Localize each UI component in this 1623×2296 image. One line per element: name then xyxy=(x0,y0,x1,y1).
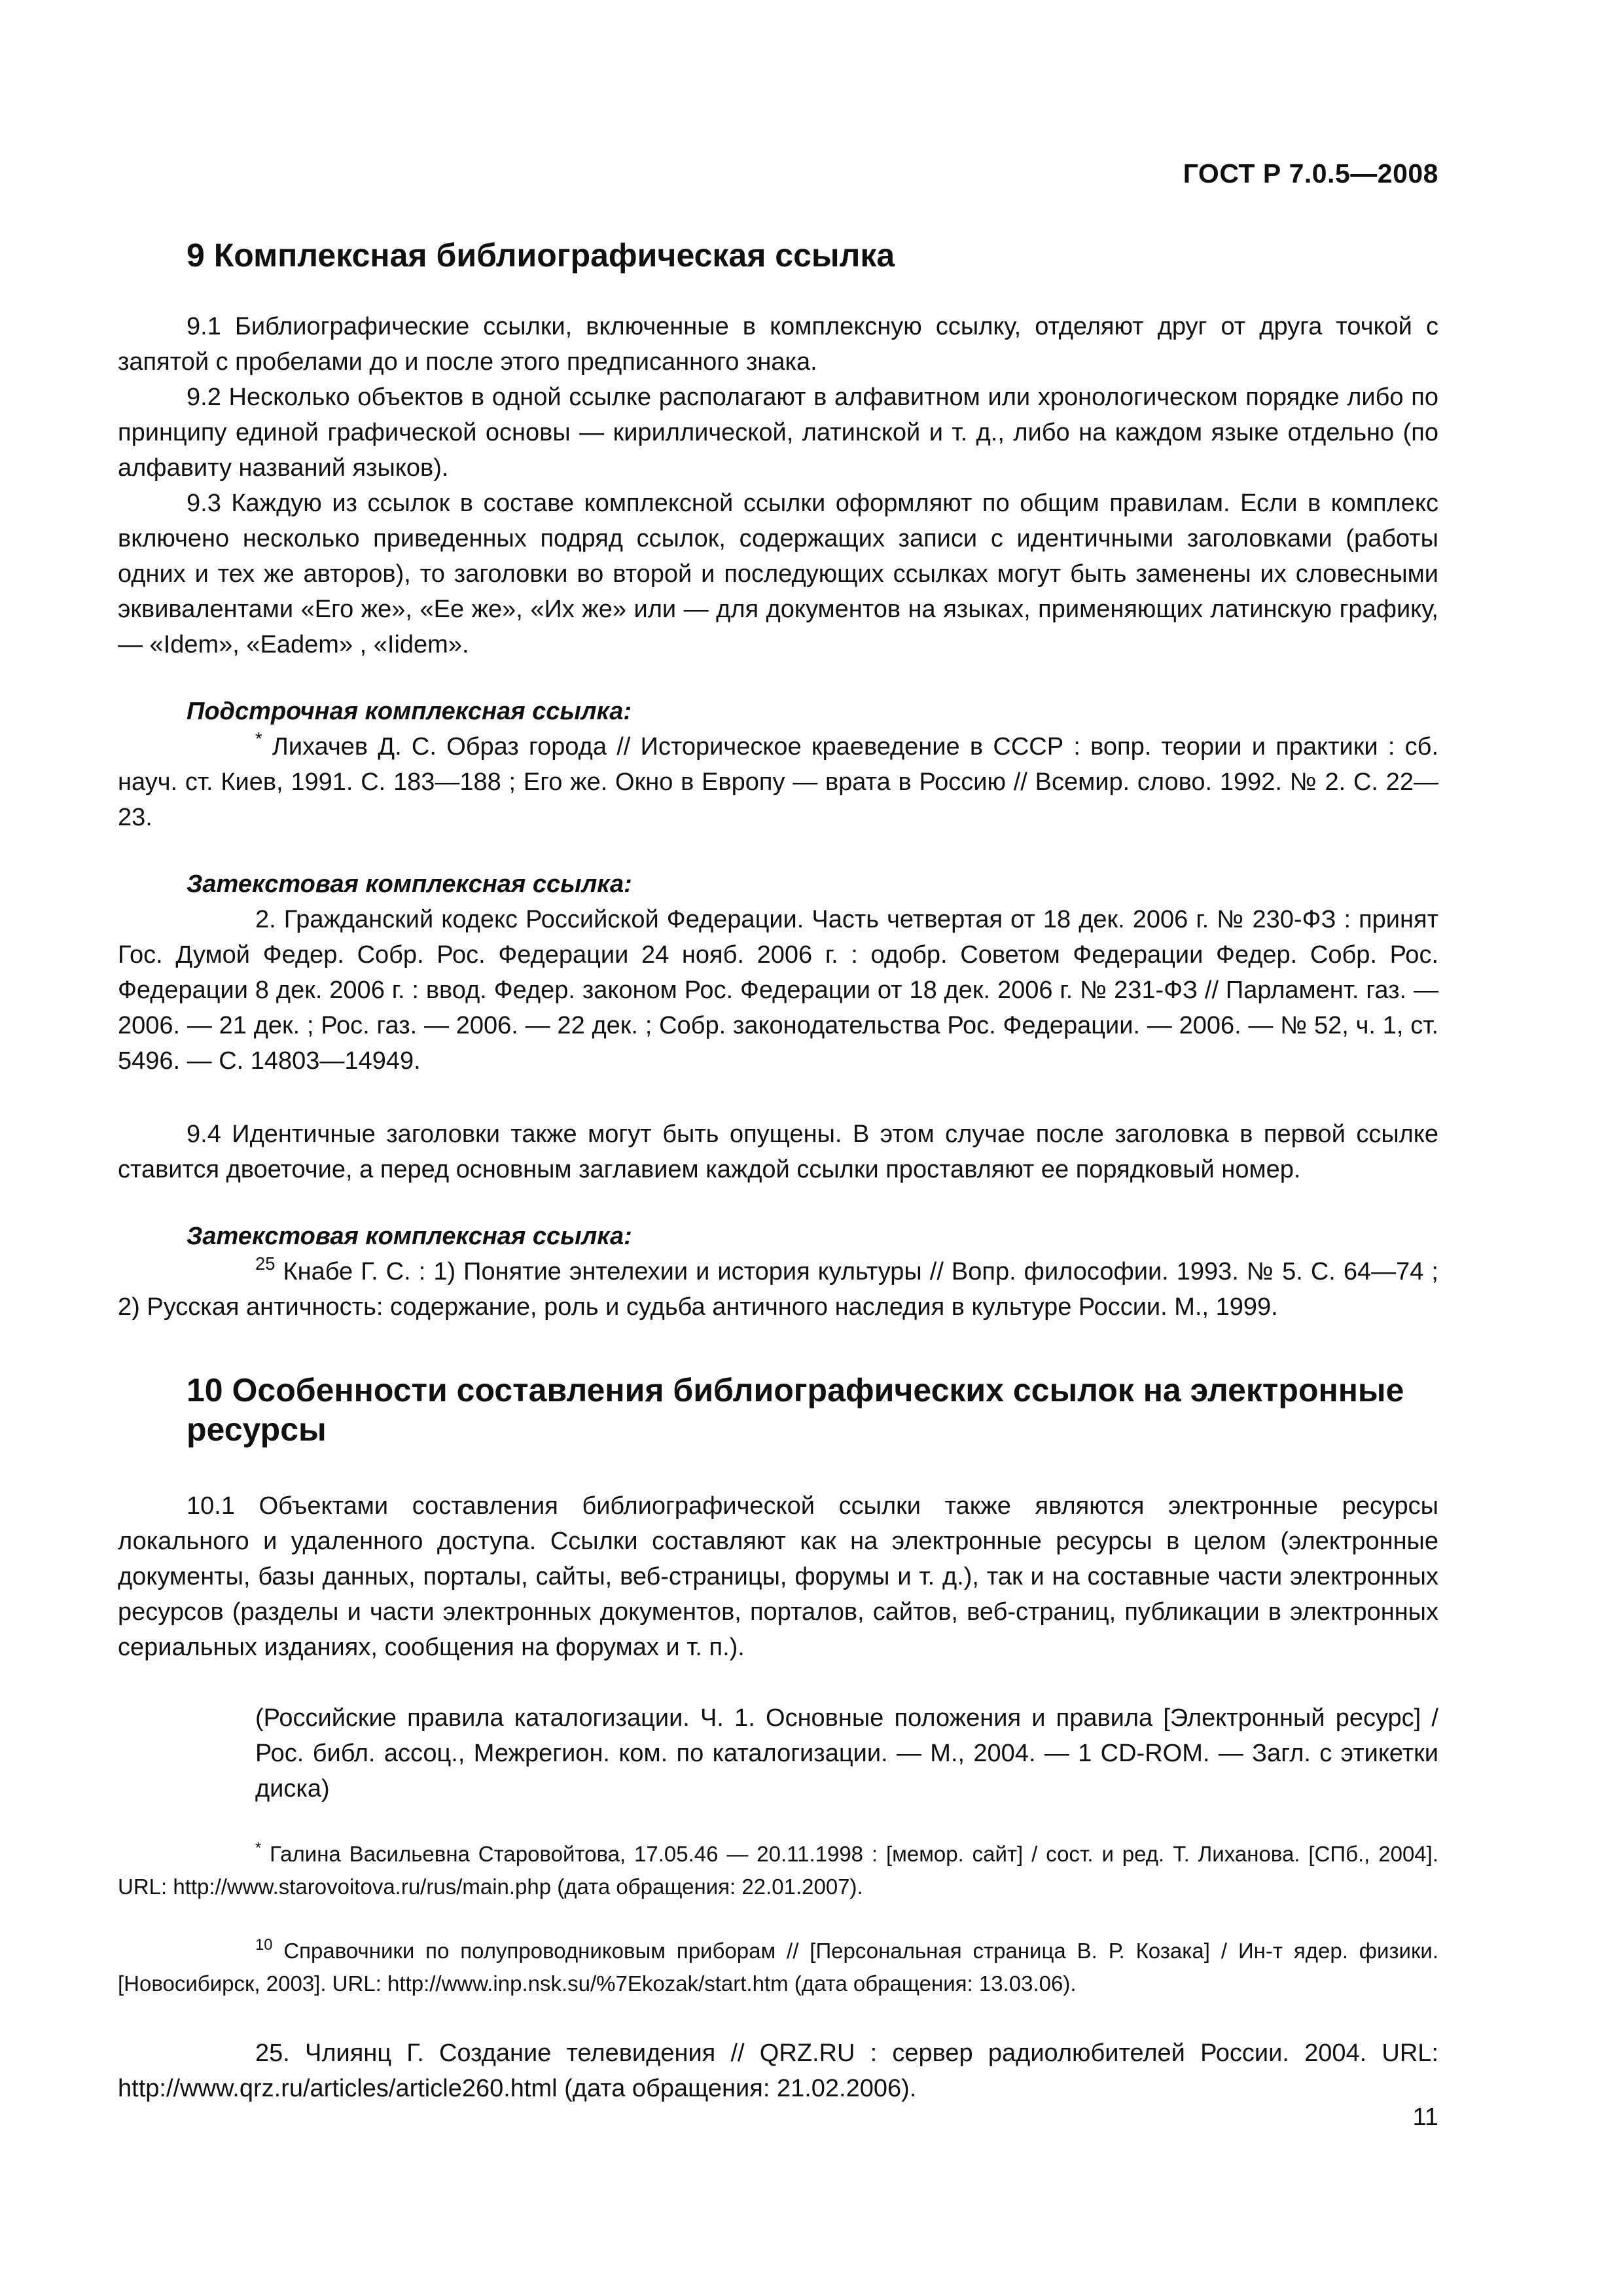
reference-25: 25. Члиянц Г. Создание телевидения // QRZ.RU : сервер радиолюбителей России. 2004. URL: http://www.qrz.ru/articles/article260.html (дата обращения: 21.02.2006). xyxy=(118,2039,1438,2102)
example-endnote-text: 2. Гражданский кодекс Российской Федерации. Часть четвертая от 18 дек. 2006 г. № 230-ФЗ : принят Гос. Думой Федер. Собр. Рос. Федерации 24 нояб. 2006 г. : одобр. Советом Федерации Федер. Собр. Рос. Федерации 8 дек. 2006 г. : ввод. Федер. законом Рос. Федерации от 18 дек. 2006 г. № 231-ФЗ // Парламент. газ. — 2006. — 21 дек. ; Рос. газ. — 2006. — 22 дек. ; Собр. законодательства Рос. Федерации. — 2006. — № 52, ч. 1, ст. 5496. — С. 14803—14949. xyxy=(118,906,1438,1075)
source-citation: (Российские правила каталогизации. Ч. 1. Основные положения и правила [Электронный ресурс] / Рос. библ. ассоц., Межрегион. ком. по каталогизации. — М., 2004. — 1 CD-ROM. — Загл. с этикетки диска) xyxy=(255,1704,1438,1803)
example-endnote-2-body: Кнабе Г. С. : 1) Понятие энтелехии и история культуры // Вопр. философии. 1993. № 5. С. 64—74 ; 2) Русская античность: содержание, роль и судьба античного наследия в культуре России. М., 1999. xyxy=(118,1258,1438,1321)
example-endnote-title: Затекстовая комплексная ссылка: xyxy=(187,870,632,898)
footnote-mark: * xyxy=(255,1839,262,1857)
section-9-heading: 9 Комплексная библиографическая ссылка xyxy=(187,237,895,274)
paragraph-10-1: 10.1 Объектами составления библиографической ссылки также являются электронные ресурсы локального и удаленного доступа. Ссылки составляют как на электронные ресурсы в целом (электронные документы, базы данных, порталы, сайты, веб-страницы, форумы и т. д.), так и на составные части электронных ресурсов (разделы и части электронных документов, порталов, сайтов, веб-страниц, публикации в электронных сериальных изданиях, сообщения на форумах и т. п.). xyxy=(118,1492,1438,1661)
paragraph-9-3: 9.3 Каждую из ссылок в составе комплексной ссылки оформляют по общим правилам. Если в комплекс включено несколько приведенных подряд ссылок, содержащих записи с идентичными заголовками (работы одних и тех же авторов), то заголовки во второй и последующих ссылках могут быть заменены их словесными эквивалентами «Его же», «Ее же», «Их же» или — для документов на языках, применяющих латинскую графику, — «Idem», «Eadem» , «Iidem». xyxy=(118,490,1438,658)
paragraph-9-4: 9.4 Идентичные заголовки также могут быть опущены. В этом случае после заголовка в первой ссылке ставится двоеточие, а перед основным заглавием каждой ссылки проставляют ее порядковый номер. xyxy=(118,1121,1438,1183)
example-footnote-text xyxy=(118,729,1438,835)
footnote-mark: 10 xyxy=(255,1935,273,1954)
standard-code: ГОСТ Р 7.0.5—2008 xyxy=(1183,158,1438,188)
footnote-starovoitova-text: Галина Васильевна Старовойтова, 17.05.46 — 20.11.1998 : [мемор. сайт] / сост. и ред. Т. Лиханова. [СПб., 2004]. URL: http://www.starovoitova.ru/rus/main.php (дата обращения: 22.01.2007). xyxy=(118,1842,1438,1899)
footnote-mark: * xyxy=(255,728,262,749)
page-content xyxy=(118,223,1438,2106)
example-endnote-2-title: Затекстовая комплексная ссылка: xyxy=(187,1223,632,1250)
endnote-mark: 25 xyxy=(255,1253,276,1274)
example-endnote-2-text xyxy=(118,1254,1438,1325)
paragraph-9-1: 9.1 Библиографические ссылки, включенные в комплексную ссылку, отделяют друг от друга точкой с запятой с пробелами до и после этого предписанного знака. xyxy=(118,313,1438,376)
section-10-heading: 10 Особенности составления библиографических ссылок на электронные ресурсы xyxy=(187,1372,1404,1448)
paragraph-9-2: 9.2 Несколько объектов в одной ссылке располагают в алфавитном или хронологическом порядке либо по принципу единой графической основы — кириллической, латинской и т. д., либо на каждом языке отдельно (по алфавиту названий языков). xyxy=(118,384,1438,482)
page-number: 11 xyxy=(1412,2104,1438,2131)
example-footnote-title: Подстрочная комплексная ссылка: xyxy=(187,698,632,725)
footnote-kozak xyxy=(118,1935,1438,2000)
footnote-starovoitova xyxy=(118,1838,1438,1903)
example-footnote-body: Лихачев Д. С. Образ города // Историческое краеведение в СССР : вопр. теории и практики : сб. науч. ст. Киев, 1991. С. 183—188 ; Его же. Окно в Европу — врата в Россию // Всемир. слово. 1992. № 2. С. 22—23. xyxy=(118,733,1438,831)
footnote-kozak-text: Справочники по полупроводниковым приборам // [Персональная страница В. Р. Козака] / Ин-т ядер. физики. [Новосибирск, 2003]. URL: http://www.inp.nsk.su/%7Ekozak/start.htm (дата обращения: 13.03.06). xyxy=(118,1939,1438,1996)
